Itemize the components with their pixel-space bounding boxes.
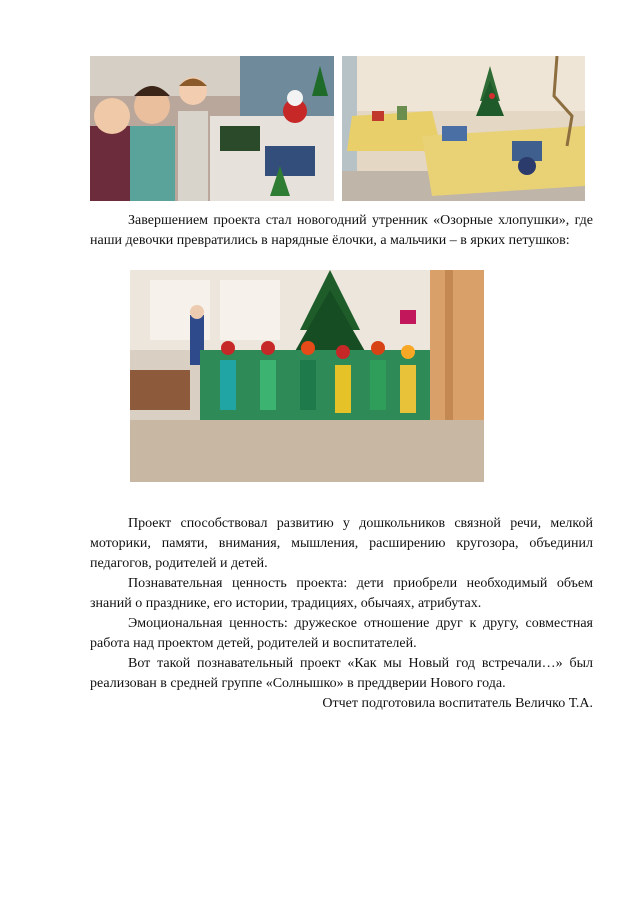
photo-children-table [90,56,334,201]
body-paragraphs [90,514,593,714]
intro-paragraph: Завершением проекта стал новогодний утренник «Озорные хлопушки», где наши девочки превратились в нарядные ёлочки, а мальчики – в ярких петушков: [90,213,593,248]
paragraph-cognitive-value: Познавательная ценность проекта: дети приобрели необходимый объем знаний о празднике, его истории, традициях, обычаях, атрибутах. [90,576,593,611]
photo-children-performance [130,270,484,482]
paragraph-project-summary: Вот такой познавательный проект «Как мы Новый год встречали…» был реализован в средней группе «Солнышко» в преддверии Нового года. [90,656,593,691]
paragraph-development: Проект способствовал развитию у дошкольников связной речи, мелкой моторики, памяти, внимания, мышления, расширению кругозора, объединил педагогов, родителей и детей. [90,516,593,571]
intro-paragraph-block [90,211,593,251]
report-signature: Отчет подготовила воспитатель Величко Т.А. [322,696,593,711]
paragraph-emotional-value: Эмоциональная ценность: дружеское отношение друг к другу, совместная работа над проектом детей, родителей и воспитателей. [90,616,593,651]
photo-exhibition-tables [342,56,585,201]
